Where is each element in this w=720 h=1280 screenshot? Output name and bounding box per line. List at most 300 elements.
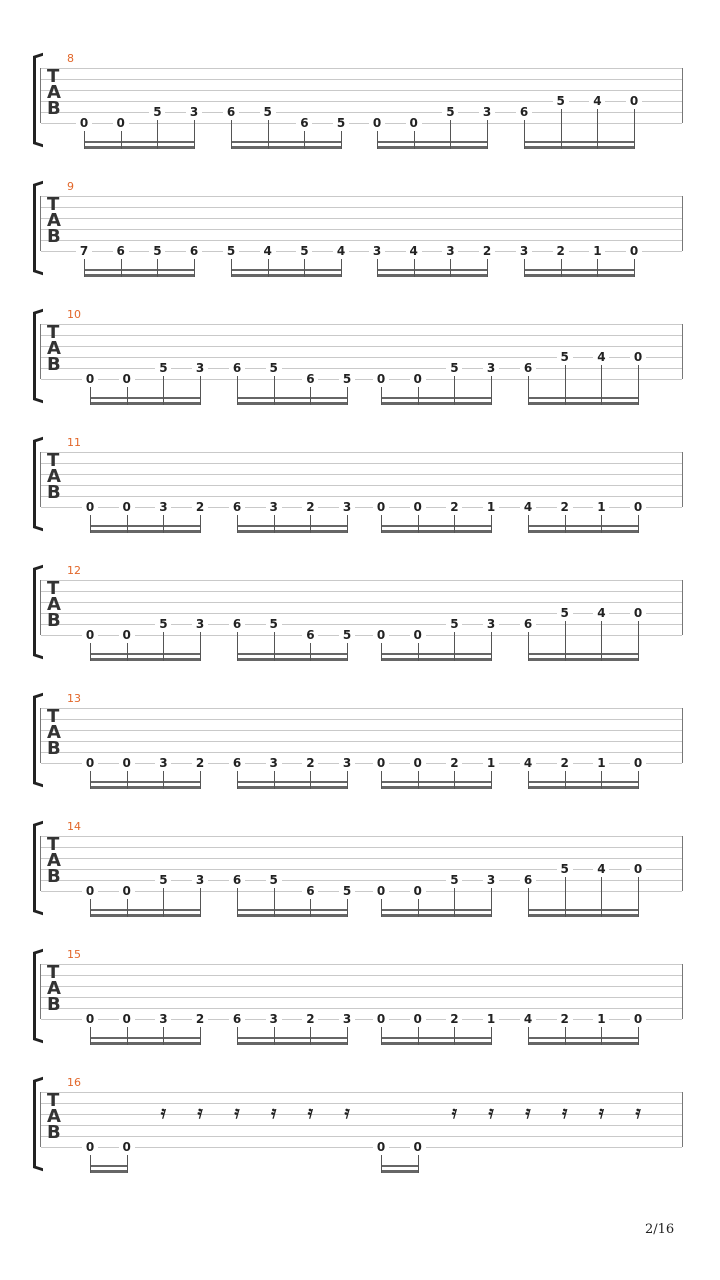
tab-clef-letter: A [47, 850, 61, 871]
note-beam [237, 530, 348, 533]
fret-number: 5 [333, 117, 349, 129]
string-line [41, 335, 682, 336]
note-stem [237, 1027, 238, 1045]
note-beam [528, 1042, 639, 1045]
fret-number: 5 [155, 874, 171, 886]
fret-number: 0 [373, 501, 389, 513]
fret-number: 0 [82, 1141, 98, 1153]
sixteenth-rest-icon: 𝄿 [635, 1103, 641, 1123]
fret-number: 4 [333, 245, 349, 257]
fret-number: 3 [339, 1013, 355, 1025]
note-stem [200, 632, 201, 661]
fret-number: 4 [260, 245, 276, 257]
fret-number: 1 [593, 1013, 609, 1025]
note-stem [310, 643, 311, 661]
note-stem [454, 376, 455, 405]
sixteenth-rest-icon: 𝄿 [598, 1103, 604, 1123]
note-stem [381, 387, 382, 405]
fret-number: 0 [373, 629, 389, 641]
tab-staff [40, 836, 683, 891]
fret-number: 2 [192, 1013, 208, 1025]
note-stem [601, 365, 602, 405]
note-stem [418, 643, 419, 661]
note-stem [200, 1027, 201, 1045]
fret-number: 2 [302, 501, 318, 513]
fret-number: 4 [406, 245, 422, 257]
note-stem [377, 131, 378, 149]
fret-number: 3 [442, 245, 458, 257]
fret-number: 5 [266, 362, 282, 374]
fret-number: 2 [192, 501, 208, 513]
fret-number: 6 [229, 874, 245, 886]
string-line [41, 635, 682, 636]
note-beam [237, 402, 348, 405]
note-beam [524, 269, 635, 271]
note-stem [127, 899, 128, 917]
note-stem [601, 1027, 602, 1045]
string-line [41, 90, 682, 91]
note-stem [418, 1155, 419, 1173]
note-beam [90, 1165, 128, 1167]
string-line [41, 379, 682, 380]
note-beam [90, 653, 201, 655]
fret-number: 0 [410, 1141, 426, 1153]
note-stem [638, 877, 639, 917]
note-stem [565, 365, 566, 405]
fret-number: 6 [223, 106, 239, 118]
fret-number: 2 [557, 1013, 573, 1025]
note-stem [528, 771, 529, 789]
note-beam [90, 914, 201, 917]
note-beam [237, 1037, 348, 1039]
note-stem [601, 771, 602, 789]
fret-number: 3 [369, 245, 385, 257]
fret-number: 0 [406, 117, 422, 129]
fret-number: 1 [593, 501, 609, 513]
note-beam [524, 146, 635, 149]
fret-number: 7 [76, 245, 92, 257]
tab-staff [40, 452, 683, 507]
note-stem [200, 515, 201, 533]
string-line [41, 346, 682, 347]
fret-number: 5 [553, 95, 569, 107]
measure-number: 15 [67, 948, 81, 961]
string-line [41, 741, 682, 742]
tab-staff [40, 964, 683, 1019]
note-stem [450, 259, 451, 277]
note-stem [491, 1027, 492, 1045]
note-stem [528, 515, 529, 533]
note-stem [638, 515, 639, 533]
note-stem [127, 515, 128, 533]
fret-number: 0 [82, 501, 98, 513]
tab-clef-letter: A [47, 466, 61, 487]
note-stem [127, 387, 128, 405]
fret-number: 2 [557, 757, 573, 769]
note-beam [381, 397, 492, 399]
tab-clef [47, 706, 61, 759]
note-stem [561, 109, 562, 149]
string-line [41, 602, 682, 603]
string-line [41, 964, 682, 965]
fret-number: 5 [149, 245, 165, 257]
fret-number: 5 [223, 245, 239, 257]
fret-number: 0 [410, 1013, 426, 1025]
string-line [41, 101, 682, 102]
note-stem [163, 888, 164, 917]
fret-number: 0 [410, 885, 426, 897]
string-line [41, 463, 682, 464]
note-stem [528, 1027, 529, 1045]
note-stem [638, 621, 639, 661]
tab-system [0, 948, 720, 1076]
note-beam [381, 653, 492, 655]
fret-number: 0 [119, 1013, 135, 1025]
fret-number: 0 [630, 863, 646, 875]
note-stem [454, 888, 455, 917]
fret-number: 0 [119, 501, 135, 513]
tab-staff [40, 580, 683, 635]
string-line [41, 580, 682, 581]
fret-number: 0 [373, 1141, 389, 1153]
note-beam [528, 525, 639, 527]
note-stem [163, 376, 164, 405]
note-beam [90, 1042, 201, 1045]
tab-clef [47, 450, 61, 503]
fret-number: 6 [229, 757, 245, 769]
tab-clef-letter: T [47, 962, 60, 983]
string-line [41, 474, 682, 475]
note-beam [231, 141, 342, 143]
fret-number: 5 [557, 351, 573, 363]
note-beam [237, 658, 348, 661]
note-beam [381, 1165, 419, 1167]
note-stem [381, 899, 382, 917]
fret-number: 4 [520, 757, 536, 769]
note-stem [237, 376, 238, 405]
note-beam [377, 274, 488, 277]
string-line [41, 752, 682, 753]
tab-clef-letter: A [47, 722, 61, 743]
note-stem [200, 888, 201, 917]
note-beam [237, 653, 348, 655]
string-line [41, 1103, 682, 1104]
note-beam [84, 141, 195, 143]
tab-system [0, 564, 720, 692]
tab-staff [40, 196, 683, 251]
note-beam [381, 402, 492, 405]
note-stem [638, 771, 639, 789]
fret-number: 2 [302, 1013, 318, 1025]
fret-number: 5 [446, 618, 462, 630]
note-stem [121, 259, 122, 277]
note-beam [231, 146, 342, 149]
fret-number: 4 [589, 95, 605, 107]
string-line [41, 975, 682, 976]
tab-clef [47, 834, 61, 887]
note-beam [381, 530, 492, 533]
note-stem [597, 109, 598, 149]
note-stem [127, 1155, 128, 1173]
note-stem [163, 771, 164, 789]
note-beam [237, 781, 348, 783]
fret-number: 5 [339, 373, 355, 385]
note-beam [231, 274, 342, 277]
tab-clef-letter: B [47, 738, 61, 759]
tab-clef-letter: B [47, 1122, 61, 1143]
string-line [41, 730, 682, 731]
note-stem [310, 771, 311, 789]
note-stem [231, 120, 232, 149]
tab-clef-letter: T [47, 322, 60, 343]
fret-number: 5 [446, 874, 462, 886]
note-beam [237, 909, 348, 911]
tab-clef [47, 578, 61, 631]
fret-number: 0 [119, 757, 135, 769]
note-stem [268, 120, 269, 149]
note-stem [565, 771, 566, 789]
note-stem [90, 643, 91, 661]
string-line [41, 496, 682, 497]
note-stem [414, 131, 415, 149]
measure-number: 8 [67, 52, 74, 65]
sixteenth-rest-icon: 𝄿 [197, 1103, 203, 1123]
note-beam [90, 658, 201, 661]
fret-number: 3 [266, 1013, 282, 1025]
note-stem [638, 1027, 639, 1045]
note-beam [84, 146, 195, 149]
note-stem [274, 888, 275, 917]
measure-number: 9 [67, 180, 74, 193]
fret-number: 5 [296, 245, 312, 257]
note-stem [310, 387, 311, 405]
fret-number: 0 [626, 245, 642, 257]
fret-number: 0 [373, 1013, 389, 1025]
tab-system [0, 180, 720, 308]
note-stem [304, 131, 305, 149]
tab-clef-letter: A [47, 978, 61, 999]
fret-number: 0 [373, 373, 389, 385]
note-stem [638, 365, 639, 405]
fret-number: 3 [266, 757, 282, 769]
fret-number: 3 [192, 874, 208, 886]
sixteenth-rest-icon: 𝄿 [488, 1103, 494, 1123]
tab-clef-letter: T [47, 578, 60, 599]
note-stem [561, 259, 562, 277]
string-line [41, 368, 682, 369]
note-stem [347, 515, 348, 533]
note-beam [528, 914, 639, 917]
note-stem [274, 1027, 275, 1045]
fret-number: 3 [155, 757, 171, 769]
fret-number: 6 [229, 1013, 245, 1025]
note-stem [121, 131, 122, 149]
fret-number: 6 [302, 885, 318, 897]
note-stem [237, 771, 238, 789]
tab-clef [47, 1090, 61, 1143]
fret-number: 0 [82, 1013, 98, 1025]
fret-number: 6 [186, 245, 202, 257]
fret-number: 0 [119, 373, 135, 385]
note-stem [491, 888, 492, 917]
note-stem [237, 888, 238, 917]
note-stem [601, 877, 602, 917]
fret-number: 1 [593, 757, 609, 769]
note-beam [381, 1042, 492, 1045]
fret-number: 5 [339, 629, 355, 641]
note-stem [381, 643, 382, 661]
note-stem [157, 259, 158, 277]
fret-number: 0 [373, 885, 389, 897]
note-beam [524, 141, 635, 143]
note-stem [381, 515, 382, 533]
note-stem [565, 1027, 566, 1045]
string-line [41, 1136, 682, 1137]
measure-number: 10 [67, 308, 81, 321]
string-line [41, 68, 682, 69]
string-line [41, 218, 682, 219]
note-stem [341, 131, 342, 149]
fret-number: 2 [302, 757, 318, 769]
note-stem [418, 771, 419, 789]
note-stem [524, 259, 525, 277]
note-beam [90, 525, 201, 527]
tab-clef-letter: B [47, 866, 61, 887]
fret-number: 6 [516, 106, 532, 118]
note-stem [487, 120, 488, 149]
string-line [41, 357, 682, 358]
note-beam [377, 146, 488, 149]
note-stem [127, 771, 128, 789]
string-line [41, 240, 682, 241]
tab-staff [40, 68, 683, 123]
string-line [41, 591, 682, 592]
note-beam [237, 525, 348, 527]
string-line [41, 251, 682, 252]
fret-number: 6 [113, 245, 129, 257]
string-line [41, 708, 682, 709]
note-beam [90, 909, 201, 911]
note-stem [414, 259, 415, 277]
note-stem [347, 771, 348, 789]
string-line [41, 763, 682, 764]
note-stem [487, 259, 488, 277]
fret-number: 3 [339, 757, 355, 769]
note-beam [381, 786, 492, 789]
fret-number: 6 [229, 501, 245, 513]
tab-clef-letter: B [47, 994, 61, 1015]
tab-clef [47, 194, 61, 247]
string-line [41, 847, 682, 848]
note-stem [274, 771, 275, 789]
note-stem [601, 621, 602, 661]
tab-clef-letter: A [47, 338, 61, 359]
fret-number: 0 [410, 373, 426, 385]
fret-number: 3 [339, 501, 355, 513]
note-stem [194, 259, 195, 277]
fret-number: 3 [483, 618, 499, 630]
measure-number: 16 [67, 1076, 81, 1089]
note-beam [528, 909, 639, 911]
string-line [41, 1092, 682, 1093]
note-stem [341, 259, 342, 277]
note-stem [163, 515, 164, 533]
string-line [41, 858, 682, 859]
string-line [41, 719, 682, 720]
string-line [41, 986, 682, 987]
tab-clef-letter: B [47, 354, 61, 375]
note-stem [231, 259, 232, 277]
tab-system [0, 1076, 720, 1204]
fret-number: 5 [442, 106, 458, 118]
note-stem [454, 632, 455, 661]
note-stem [634, 109, 635, 149]
tab-staff [40, 1092, 683, 1147]
note-beam [90, 1170, 128, 1173]
tab-clef-letter: T [47, 1090, 60, 1111]
fret-number: 0 [410, 629, 426, 641]
tab-system [0, 308, 720, 436]
fret-number: 3 [155, 1013, 171, 1025]
note-beam [528, 781, 639, 783]
fret-number: 4 [593, 351, 609, 363]
string-line [41, 229, 682, 230]
note-stem [601, 515, 602, 533]
tab-clef-letter: T [47, 66, 60, 87]
note-stem [454, 771, 455, 789]
note-beam [528, 658, 639, 661]
note-stem [347, 387, 348, 405]
note-stem [194, 120, 195, 149]
note-stem [274, 632, 275, 661]
note-beam [90, 781, 201, 783]
string-line [41, 869, 682, 870]
note-stem [90, 1155, 91, 1173]
fret-number: 5 [266, 874, 282, 886]
tab-clef-letter: T [47, 194, 60, 215]
note-stem [347, 643, 348, 661]
fret-number: 0 [630, 757, 646, 769]
fret-number: 2 [192, 757, 208, 769]
fret-number: 3 [192, 362, 208, 374]
note-beam [381, 1037, 492, 1039]
fret-number: 5 [149, 106, 165, 118]
measure-number: 13 [67, 692, 81, 705]
note-stem [381, 1027, 382, 1045]
note-stem [310, 899, 311, 917]
fret-number: 6 [229, 618, 245, 630]
string-line [41, 836, 682, 837]
note-beam [237, 786, 348, 789]
string-line [41, 112, 682, 113]
note-beam [528, 402, 639, 405]
fret-number: 3 [516, 245, 532, 257]
fret-number: 4 [593, 607, 609, 619]
note-stem [491, 632, 492, 661]
note-stem [268, 259, 269, 277]
note-beam [528, 1037, 639, 1039]
sixteenth-rest-icon: 𝄿 [344, 1103, 350, 1123]
note-stem [565, 877, 566, 917]
string-line [41, 324, 682, 325]
tab-system [0, 692, 720, 820]
note-beam [528, 653, 639, 655]
fret-number: 0 [82, 629, 98, 641]
note-stem [237, 632, 238, 661]
fret-number: 0 [82, 757, 98, 769]
fret-number: 0 [119, 629, 135, 641]
tab-staff [40, 708, 683, 763]
